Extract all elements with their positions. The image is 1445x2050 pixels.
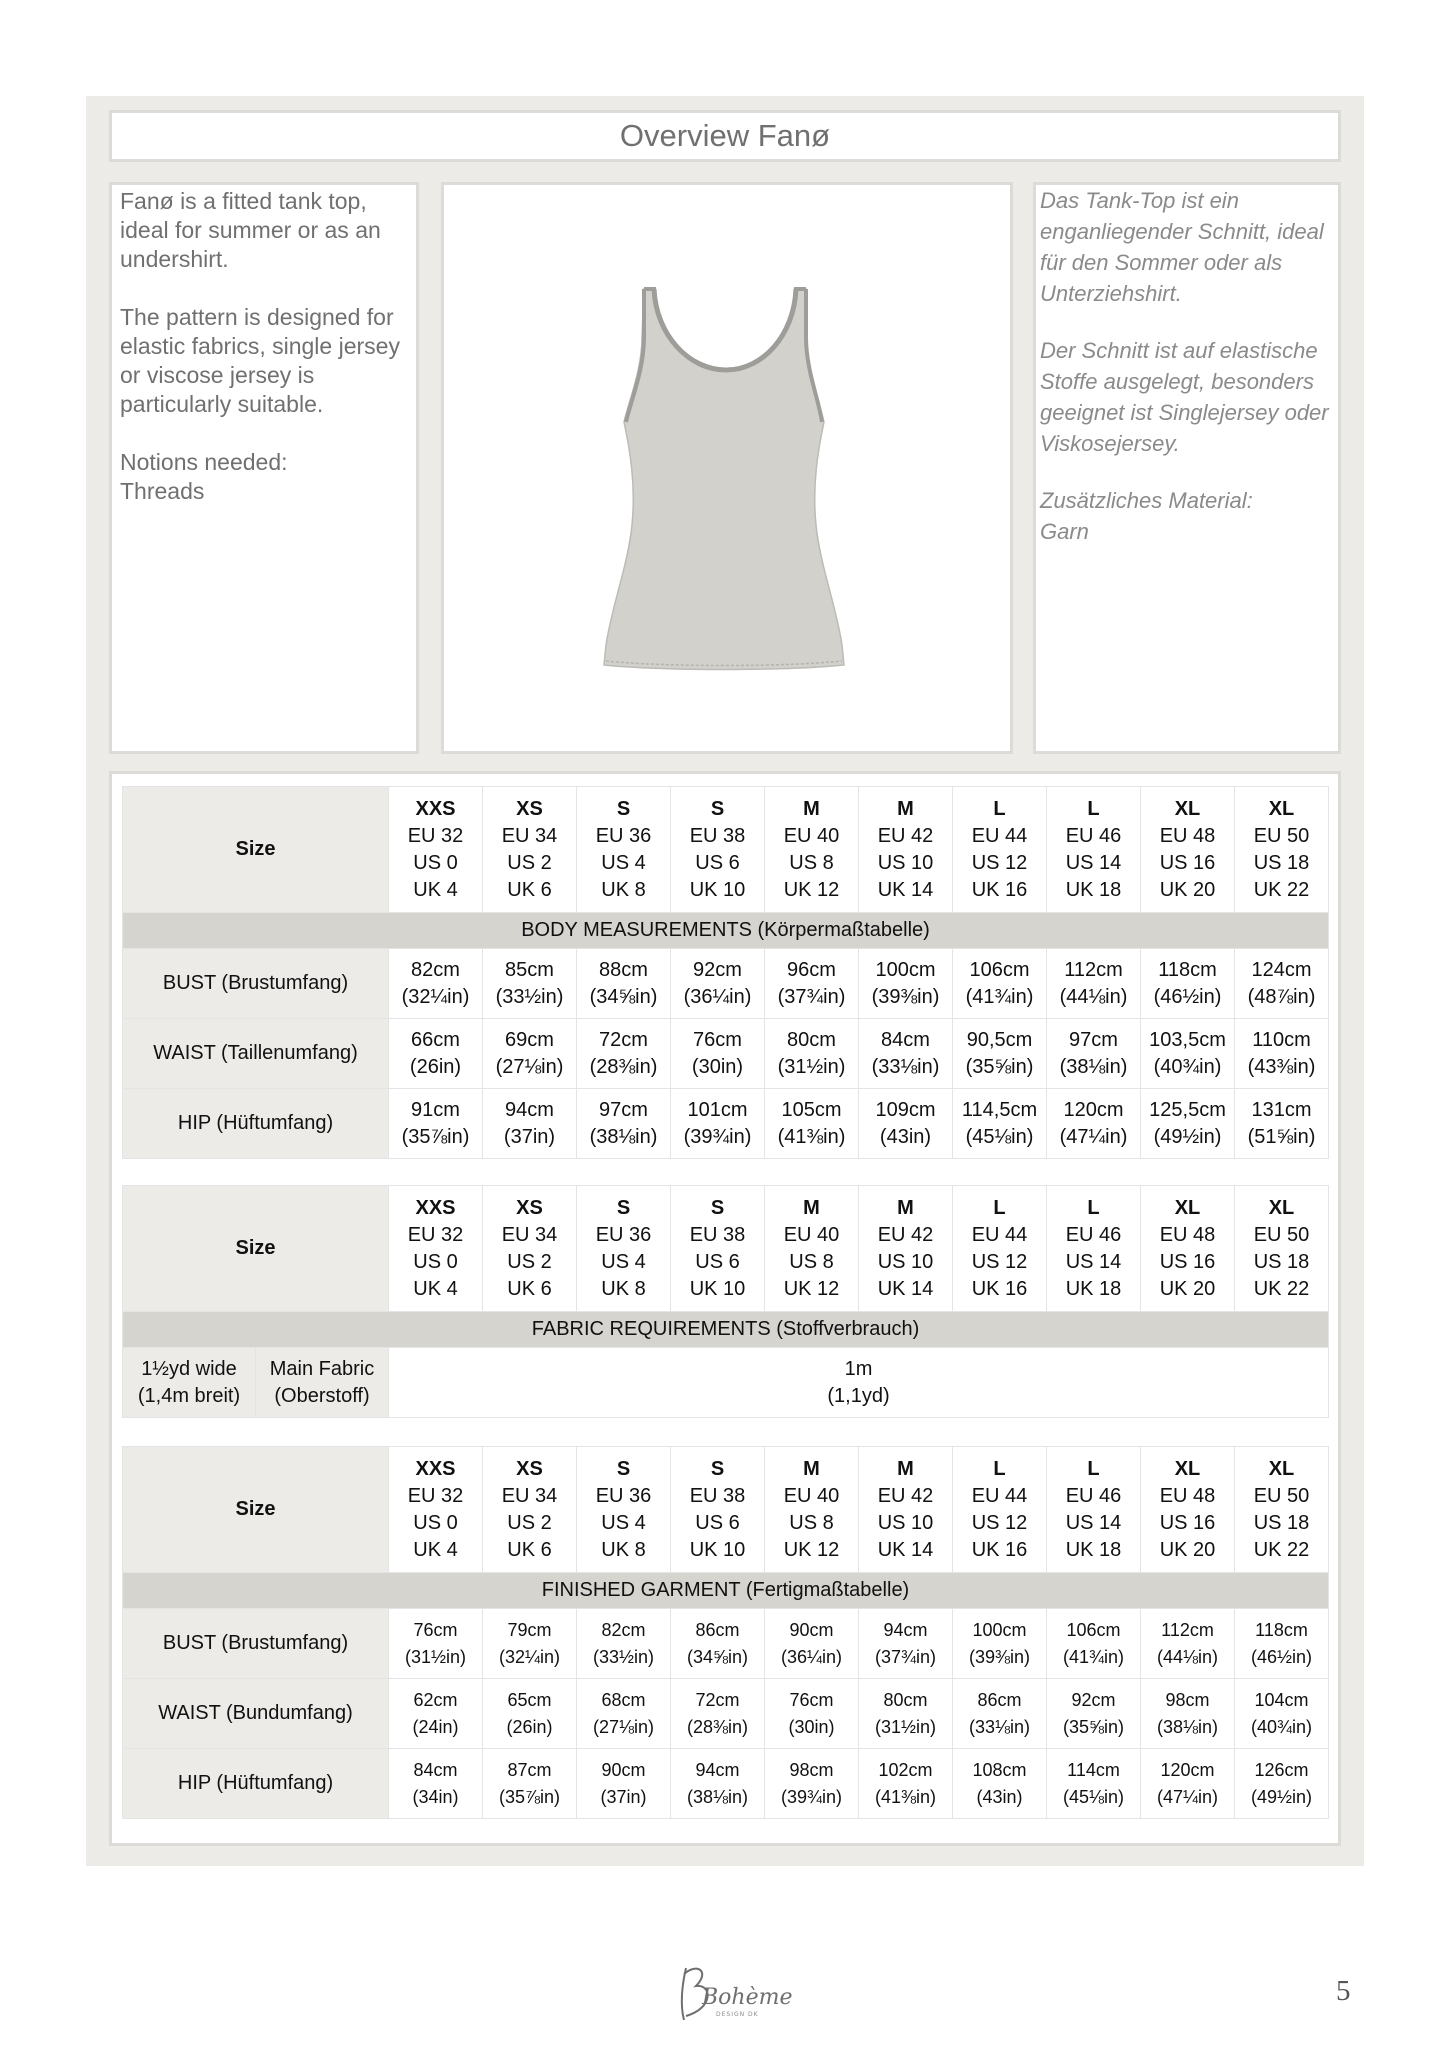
measurement-cell: 82cm (32¼in) (389, 949, 483, 1019)
measurement-cell: 76cm (31½in) (389, 1609, 483, 1679)
measurement-cell: 112cm (44⅛in) (1047, 949, 1141, 1019)
row-label: HIP (Hüftumfang) (123, 1089, 389, 1159)
garment-row-hip (123, 1749, 1329, 1819)
measurement-cell: 85cm (33½in) (483, 949, 577, 1019)
measurement-cell: 109cm (43in) (859, 1089, 953, 1159)
size-col: XS EU 34 US 2 UK 6 (483, 1186, 577, 1312)
measurement-cell: 105cm (41⅜in) (765, 1089, 859, 1159)
boheme-logo (672, 1960, 793, 2026)
size-col: L EU 46 US 14 UK 18 (1047, 787, 1141, 913)
measurement-cell: 65cm (26in) (483, 1679, 577, 1749)
measurement-cell: 114cm (45⅛in) (1047, 1749, 1141, 1819)
measurement-cell: 102cm (41⅜in) (859, 1749, 953, 1819)
measurement-cell: 76cm (30in) (765, 1679, 859, 1749)
measurement-cell: 124cm (48⅞in) (1235, 949, 1329, 1019)
measurement-cell: 80cm (31½in) (765, 1019, 859, 1089)
garment-row-waist (123, 1679, 1329, 1749)
table-row (123, 1573, 1329, 1609)
section-header-garment: FINISHED GARMENT (Fertigmaßtabelle) (123, 1573, 1329, 1609)
measurement-cell: 66cm (26in) (389, 1019, 483, 1089)
measurement-cell: 69cm (27⅛in) (483, 1019, 577, 1089)
desc-en-3: Notions needed: (120, 449, 288, 475)
measurement-cell: 112cm (44⅛in) (1141, 1609, 1235, 1679)
table-row (123, 1447, 1329, 1573)
measurement-cell: 84cm (34in) (389, 1749, 483, 1819)
measurement-cell: 86cm (33⅛in) (953, 1679, 1047, 1749)
measurement-cell: 106cm (41¾in) (1047, 1609, 1141, 1679)
garment-row-bust (123, 1609, 1329, 1679)
size-col: XL EU 48 US 16 UK 20 (1141, 1447, 1235, 1573)
fabric-requirements-table (122, 1185, 1329, 1418)
size-col: M EU 40 US 8 UK 12 (765, 787, 859, 913)
size-col: XL EU 48 US 16 UK 20 (1141, 1186, 1235, 1312)
finished-garment-table (122, 1446, 1329, 1819)
measurement-cell: 125,5cm (49½in) (1141, 1089, 1235, 1159)
logo-tagline: DESIGN DK (716, 2011, 759, 2018)
measurement-cell: 72cm (28⅜in) (671, 1679, 765, 1749)
measurement-cell: 92cm (35⅝in) (1047, 1679, 1141, 1749)
size-col: XL EU 50 US 18 UK 22 (1235, 1447, 1329, 1573)
size-col: L EU 44 US 12 UK 16 (953, 1186, 1047, 1312)
measurement-cell: 97cm (38⅛in) (577, 1089, 671, 1159)
measurement-cell: 86cm (34⅝in) (671, 1609, 765, 1679)
measurement-cell: 98cm (38⅛in) (1141, 1679, 1235, 1749)
measurement-cell: 94cm (37¾in) (859, 1609, 953, 1679)
size-col: L EU 44 US 12 UK 16 (953, 1447, 1047, 1573)
description-english (109, 182, 419, 754)
fabric-row (123, 1348, 1329, 1418)
table-row (123, 913, 1329, 949)
size-col: M EU 40 US 8 UK 12 (765, 1447, 859, 1573)
size-col: S EU 38 US 6 UK 10 (671, 787, 765, 913)
desc-en-4: Threads (120, 478, 205, 504)
measurement-cell: 68cm (27⅛in) (577, 1679, 671, 1749)
desc-en-1: Fanø is a fitted tank top, ideal for summer or as an undershirt. (120, 188, 381, 272)
row-label: BUST (Brustumfang) (123, 949, 389, 1019)
size-col: S EU 38 US 6 UK 10 (671, 1447, 765, 1573)
section-header-body: BODY MEASUREMENTS (Körpermaßtabelle) (123, 913, 1329, 949)
desc-de-4: Garn (1040, 519, 1089, 544)
measurement-cell: 94cm (38⅛in) (671, 1749, 765, 1819)
size-col: S EU 36 US 4 UK 8 (577, 1447, 671, 1573)
measurement-cell: 87cm (35⅞in) (483, 1749, 577, 1819)
measurement-cell: 100cm (39⅜in) (859, 949, 953, 1019)
size-col: M EU 42 US 10 UK 14 (859, 1186, 953, 1312)
section-header-fabric: FABRIC REQUIREMENTS (Stoffverbrauch) (123, 1312, 1329, 1348)
measurement-cell: 118cm (46½in) (1235, 1609, 1329, 1679)
measurement-cell: 90cm (36¼in) (765, 1609, 859, 1679)
measurement-cell: 72cm (28⅜in) (577, 1019, 671, 1089)
measurement-cell: 106cm (41¾in) (953, 949, 1047, 1019)
measurement-cell: 92cm (36¼in) (671, 949, 765, 1019)
size-header-row (123, 787, 1329, 913)
measurement-cell: 91cm (35⅞in) (389, 1089, 483, 1159)
size-col: XL EU 50 US 18 UK 22 (1235, 1186, 1329, 1312)
size-col: XS EU 34 US 2 UK 6 (483, 1447, 577, 1573)
fabric-width: 1½yd wide (1,4m breit) (123, 1348, 256, 1418)
size-col: L EU 44 US 12 UK 16 (953, 787, 1047, 913)
measurement-cell: 90cm (37in) (577, 1749, 671, 1819)
size-col: M EU 42 US 10 UK 14 (859, 787, 953, 913)
size-col: XXS EU 32 US 0 UK 4 (389, 1186, 483, 1312)
measurement-cell: 79cm (32¼in) (483, 1609, 577, 1679)
size-col: XS EU 34 US 2 UK 6 (483, 787, 577, 913)
measurement-cell: 103,5cm (40¾in) (1141, 1019, 1235, 1089)
size-label: Size (123, 787, 389, 913)
measurement-cell: 98cm (39¾in) (765, 1749, 859, 1819)
measurement-cell: 108cm (43in) (953, 1749, 1047, 1819)
size-col: XL EU 48 US 16 UK 20 (1141, 787, 1235, 913)
size-tables (109, 771, 1341, 1846)
row-label: WAIST (Bundumfang) (123, 1679, 389, 1749)
measurement-cell: 62cm (24in) (389, 1679, 483, 1749)
row-label: WAIST (Taillenumfang) (123, 1019, 389, 1089)
table-row (123, 1186, 1329, 1312)
measurement-cell: 126cm (49½in) (1235, 1749, 1329, 1819)
measurement-cell: 97cm (38⅛in) (1047, 1019, 1141, 1089)
desc-de-3: Zusätzliches Material: (1040, 488, 1253, 513)
measurement-cell: 101cm (39¾in) (671, 1089, 765, 1159)
measurement-cell: 118cm (46½in) (1141, 949, 1235, 1019)
table-row (123, 1312, 1329, 1348)
fabric-type: Main Fabric (Oberstoff) (256, 1348, 389, 1418)
measurement-cell: 80cm (31½in) (859, 1679, 953, 1749)
measurement-cell: 100cm (39⅜in) (953, 1609, 1047, 1679)
size-col: M EU 42 US 10 UK 14 (859, 1447, 953, 1573)
row-label: BUST (Brustumfang) (123, 1609, 389, 1679)
fabric-amount: 1m (1,1yd) (389, 1348, 1329, 1418)
size-col: XL EU 50 US 18 UK 22 (1235, 787, 1329, 913)
desc-en-2: The pattern is designed for elastic fabrics, single jersey or viscose jersey is particularly suitable. (120, 304, 400, 417)
size-col: S EU 36 US 4 UK 8 (577, 787, 671, 913)
desc-de-1: Das Tank-Top ist ein enganliegender Schnitt, ideal für den Sommer oder als Unterziehshirt. (1040, 188, 1324, 306)
page-title: Overview Fanø (109, 110, 1341, 162)
garment-illustration-frame (441, 182, 1013, 754)
size-col: M EU 40 US 8 UK 12 (765, 1186, 859, 1312)
measurement-cell: 120cm (47¼in) (1047, 1089, 1141, 1159)
body-row-waist (123, 1019, 1329, 1089)
body-row-hip (123, 1089, 1329, 1159)
tank-top-illustration (444, 185, 1010, 751)
measurement-cell: 114,5cm (45⅛in) (953, 1089, 1047, 1159)
size-label: Size (123, 1186, 389, 1312)
measurement-cell: 104cm (40¾in) (1235, 1679, 1329, 1749)
size-col: XXS EU 32 US 0 UK 4 (389, 1447, 483, 1573)
measurement-cell: 96cm (37¾in) (765, 949, 859, 1019)
row-label: HIP (Hüftumfang) (123, 1749, 389, 1819)
desc-de-2: Der Schnitt ist auf elastische Stoffe ausgelegt, besonders geeignet ist Singlejersey oder Viskosejersey. (1040, 338, 1329, 456)
body-measurements-table (122, 786, 1329, 1159)
measurement-cell: 131cm (51⅝in) (1235, 1089, 1329, 1159)
measurement-cell: 120cm (47¼in) (1141, 1749, 1235, 1819)
overview-panel (86, 96, 1364, 1866)
measurement-cell: 88cm (34⅝in) (577, 949, 671, 1019)
measurement-cell: 84cm (33⅛in) (859, 1019, 953, 1089)
measurement-cell: 76cm (30in) (671, 1019, 765, 1089)
body-row-bust (123, 949, 1329, 1019)
description-german (1033, 182, 1341, 754)
measurement-cell: 90,5cm (35⅝in) (953, 1019, 1047, 1089)
size-col: S EU 36 US 4 UK 8 (577, 1186, 671, 1312)
size-col: XXS EU 32 US 0 UK 4 (389, 787, 483, 913)
measurement-cell: 110cm (43⅜in) (1235, 1019, 1329, 1089)
size-label: Size (123, 1447, 389, 1573)
logo-wordmark: Bohème (702, 1985, 793, 2010)
page-number: 5 (1336, 1975, 1351, 2007)
measurement-cell: 94cm (37in) (483, 1089, 577, 1159)
size-col: S EU 38 US 6 UK 10 (671, 1186, 765, 1312)
size-col: L EU 46 US 14 UK 18 (1047, 1447, 1141, 1573)
measurement-cell: 82cm (33½in) (577, 1609, 671, 1679)
size-col: L EU 46 US 14 UK 18 (1047, 1186, 1141, 1312)
